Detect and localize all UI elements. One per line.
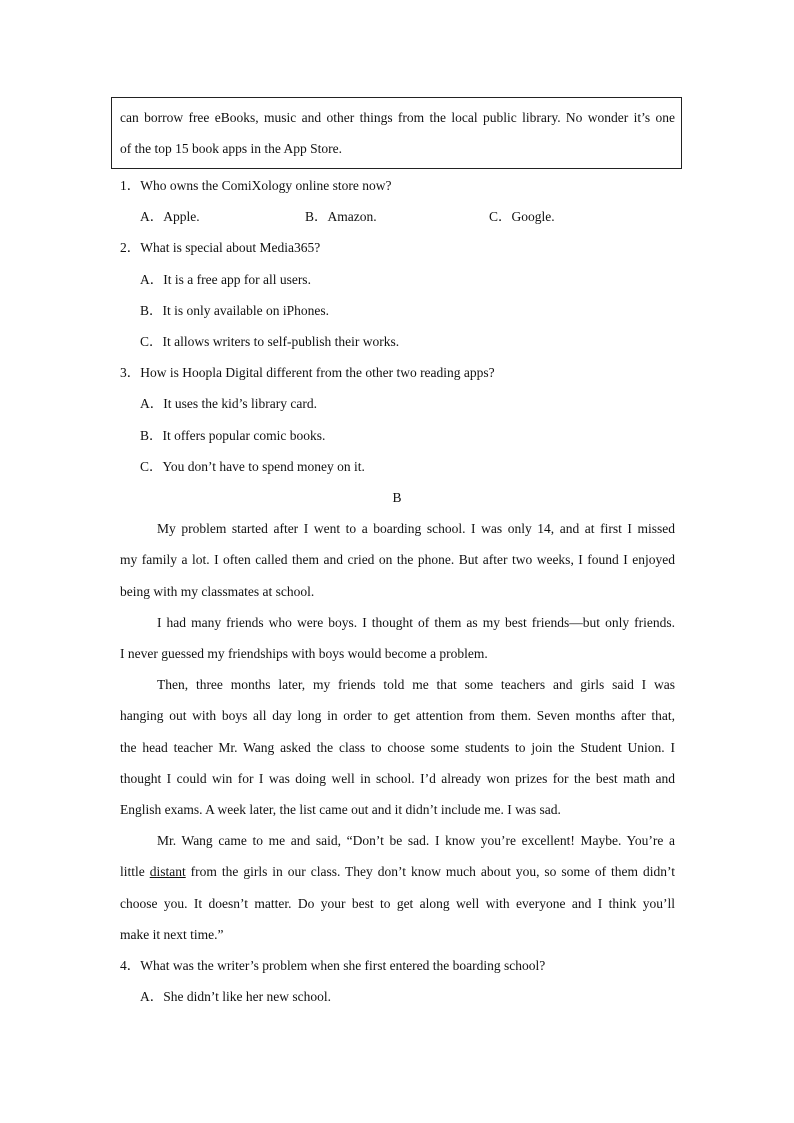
option-text: You don’t have to spend money on it. — [162, 459, 365, 474]
question-2-option-a — [140, 272, 311, 288]
paragraph-2-line-2: I never guessed my friendships with boys would become a problem. — [120, 646, 488, 661]
option-text: Google. — [511, 209, 555, 224]
question-1-option-b — [305, 209, 377, 225]
paragraph-4-line-1: Mr. Wang came to me and said, “Don’t be sad. I know you’re excellent! Maybe. You’re a — [157, 833, 675, 848]
option-letter: A． — [140, 272, 164, 287]
question-3-number: 3． — [120, 365, 141, 380]
question-3-option-c — [140, 459, 365, 475]
question-1-option-a — [140, 209, 200, 225]
option-text: Apple. — [163, 209, 200, 224]
option-letter: B． — [140, 428, 163, 443]
paragraph-3-line-4: thought I could win for I was doing well in school. I’d already won prizes for the best math and — [120, 771, 675, 786]
option-letter: A． — [140, 396, 164, 411]
text-segment: little — [120, 864, 150, 879]
option-text: It allows writers to self-publish their works. — [162, 334, 400, 349]
option-text: It is only available on iPhones. — [162, 303, 329, 318]
question-2 — [120, 240, 320, 256]
question-1 — [120, 178, 391, 194]
paragraph-4-line-4: make it next time.” — [120, 927, 224, 942]
passage-a-box — [111, 97, 682, 169]
paragraph-3-line-3: the head teacher Mr. Wang asked the class to choose some students to join the Student Union. I — [120, 740, 675, 755]
option-text: It offers popular comic books. — [162, 428, 326, 443]
paragraph-3-line-1: Then, three months later, my friends told me that some teachers and girls said I was — [157, 677, 675, 692]
passage-a-line-2: of the top 15 book apps in the App Store. — [120, 141, 342, 156]
question-2-text: What is special about Media365? — [140, 240, 321, 255]
question-1-text: Who owns the ComiXology online store now? — [140, 178, 392, 193]
paragraph-1-line-3: being with my classmates at school. — [120, 584, 315, 599]
option-letter: C． — [489, 209, 512, 224]
option-letter: A． — [140, 989, 164, 1004]
paragraph-3-line-5: English exams. A week later, the list came out and it didn’t include me. I was sad. — [120, 802, 561, 817]
question-4 — [120, 958, 545, 974]
option-letter: C． — [140, 459, 163, 474]
option-text: Amazon. — [327, 209, 377, 224]
paragraph-1-line-2: my family a lot. I often called them and cried on the phone. But after two weeks, I found I enjoyed — [120, 552, 675, 567]
question-2-option-b — [140, 303, 329, 319]
option-text: It uses the kid’s library card. — [163, 396, 317, 411]
paragraph-4-line-2 — [120, 864, 675, 880]
option-text: She didn’t like her new school. — [163, 989, 331, 1004]
passage-a-line-1: can borrow free eBooks, music and other things from the local public library. No wonder it’s one — [120, 110, 675, 125]
question-3 — [120, 365, 495, 381]
question-3-text: How is Hoopla Digital different from the other two reading apps? — [140, 365, 495, 380]
question-4-text: What was the writer’s problem when she first entered the boarding school? — [140, 958, 546, 973]
paragraph-2-line-1: I had many friends who were boys. I thought of them as my best friends—but only friends. — [157, 615, 675, 630]
question-1-option-c — [489, 209, 555, 225]
option-letter: C． — [140, 334, 163, 349]
question-2-number: 2． — [120, 240, 141, 255]
text-segment: from the girls in our class. They don’t know much about you, so some of them didn’t — [185, 864, 676, 879]
option-letter: B． — [305, 209, 328, 224]
option-text: It is a free app for all users. — [163, 272, 311, 287]
section-b-heading: B — [392, 490, 402, 505]
question-3-option-b — [140, 428, 325, 444]
underlined-word: distant — [149, 864, 186, 879]
question-2-option-c — [140, 334, 399, 350]
paragraph-4-line-3: choose you. It doesn’t matter. Do your best to get along well with everyone and I think you’ll — [120, 896, 675, 911]
question-1-number: 1． — [120, 178, 141, 193]
paragraph-1-line-1: My problem started after I went to a boarding school. I was only 14, and at first I missed — [157, 521, 675, 536]
option-letter: A． — [140, 209, 164, 224]
option-letter: B． — [140, 303, 163, 318]
question-4-number: 4． — [120, 958, 141, 973]
question-4-option-a — [140, 989, 331, 1005]
question-3-option-a — [140, 396, 317, 412]
paragraph-3-line-2: hanging out with boys all day long in order to get attention from them. Seven months after that, — [120, 708, 675, 723]
